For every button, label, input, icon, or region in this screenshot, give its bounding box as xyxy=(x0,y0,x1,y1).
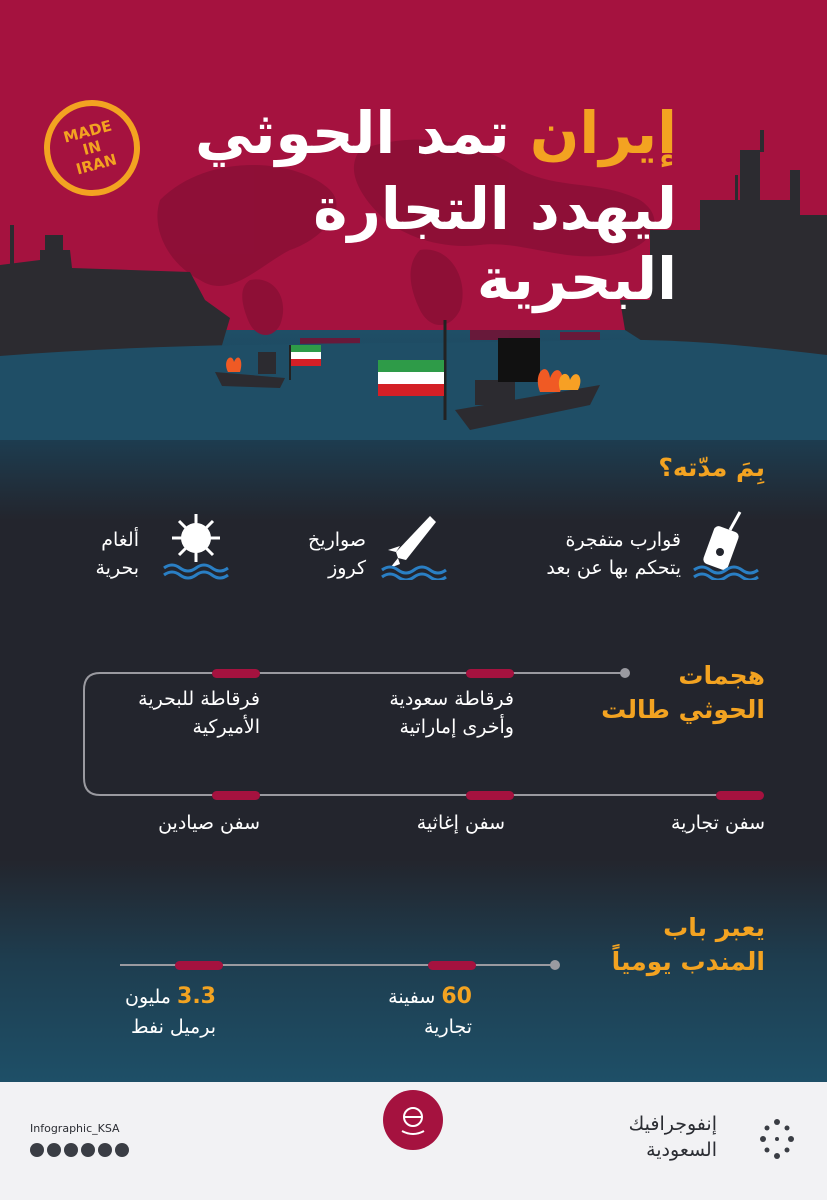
title-accent: إيران xyxy=(529,99,677,167)
stat-ships-line2: تجارية xyxy=(424,1016,472,1038)
twitter-icon[interactable] xyxy=(30,1143,44,1157)
attack-bottom-3: سفن صيادين xyxy=(158,812,260,834)
strait-heading-line2: المندب يومياً xyxy=(611,947,765,976)
timeline-marker xyxy=(212,669,260,678)
stat-oil-line2: برميل نفط xyxy=(130,1016,216,1038)
stat-oil-unit: مليون xyxy=(124,986,171,1008)
attack-top-2-line2: الأميركية xyxy=(192,716,260,738)
footer xyxy=(0,1082,827,1200)
brand-logo-icon xyxy=(757,1116,797,1162)
means-item-3-line2: بحرية xyxy=(95,557,139,579)
brand-name-line1: إنفوجرافيك xyxy=(628,1113,717,1135)
means-item-1-line2: يتحكم بها عن بعد xyxy=(546,557,681,579)
strait-heading-line1: يعبر باب xyxy=(663,913,765,942)
stat-ships xyxy=(322,984,472,1010)
instagram-icon[interactable] xyxy=(81,1143,95,1157)
timeline-marker xyxy=(716,791,764,800)
social-icons-row xyxy=(30,1142,132,1161)
attack-top-1-line2: وأخرى إماراتية xyxy=(399,716,514,738)
means-heading: بِمَ مدّته؟ xyxy=(658,453,765,482)
means-item-3-line1: ألغام xyxy=(101,529,139,551)
brand-name-line2: السعودية xyxy=(646,1139,717,1161)
globe-hand-icon xyxy=(383,1090,443,1150)
timeline-marker xyxy=(212,791,260,800)
stat-oil xyxy=(66,984,216,1010)
made-in-iran-stamp: MADE IN IRAN xyxy=(33,89,151,207)
attack-top-2-line1: فرقاطة للبحرية xyxy=(138,688,260,710)
stat-oil-number: 3.3 xyxy=(177,984,216,1009)
means-item-1-line1: قوارب متفجرة xyxy=(565,529,681,551)
attacks-heading-line1: هجمات xyxy=(678,661,765,690)
means-item-2-line1: صواريخ xyxy=(308,529,366,551)
youtube-icon[interactable] xyxy=(64,1143,78,1157)
timeline-marker xyxy=(428,961,476,970)
means-item-2-line2: كروز xyxy=(328,557,366,579)
title-line-2: ليهدد التجارة البحرية xyxy=(313,175,677,313)
footer-handle[interactable]: Infographic_KSA xyxy=(30,1122,120,1135)
stat-ships-unit: سفينة xyxy=(388,986,436,1008)
title-line-1-text: تمد الحوثي xyxy=(195,99,510,167)
timeline-marker xyxy=(175,961,223,970)
stat-ships-number: 60 xyxy=(441,984,472,1009)
facebook-icon[interactable] xyxy=(47,1143,61,1157)
snapchat-icon[interactable] xyxy=(98,1143,112,1157)
attack-bottom-2: سفن إغاثية xyxy=(416,812,505,834)
attacks-heading-line2: الحوثي طالت xyxy=(601,695,765,724)
telegram-icon[interactable] xyxy=(115,1143,129,1157)
timeline-marker xyxy=(466,791,514,800)
attack-top-1-line1: فرقاطة سعودية xyxy=(389,688,514,710)
attack-bottom-1: سفن تجارية xyxy=(670,812,765,834)
timeline-marker xyxy=(466,669,514,678)
